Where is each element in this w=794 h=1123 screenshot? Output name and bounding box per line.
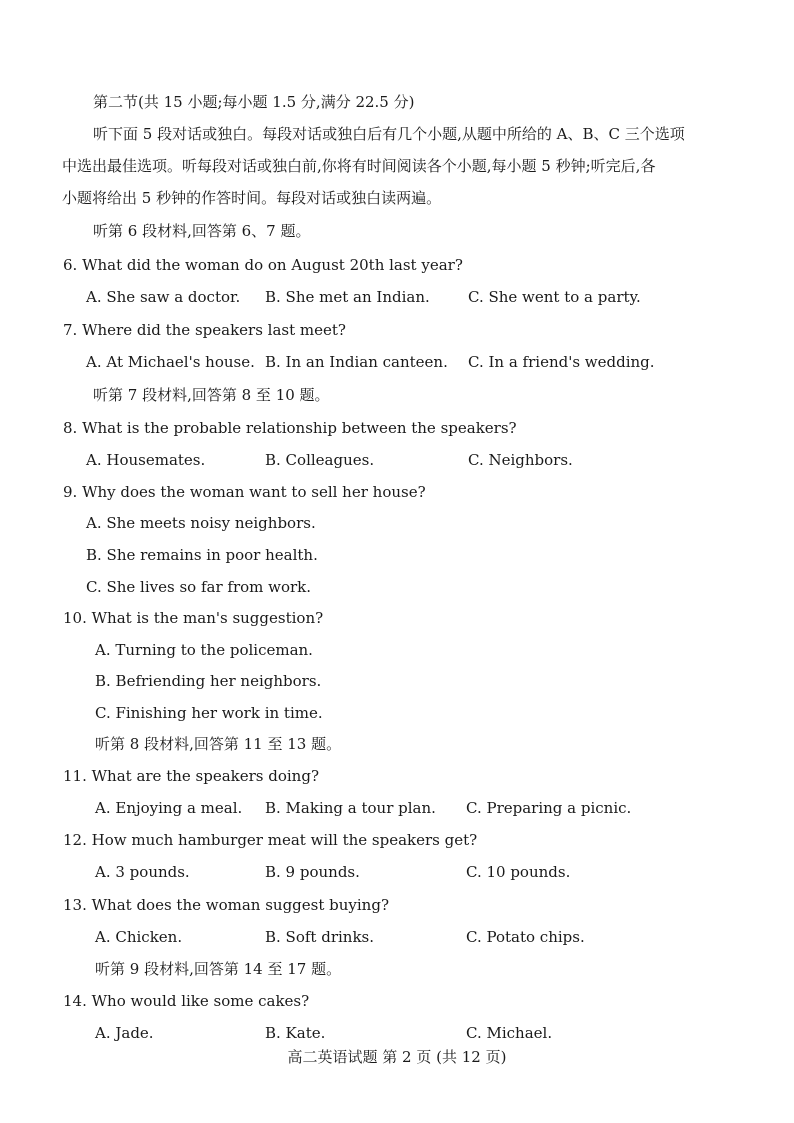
material-8-heading: 听第 8 段材料,回答第 11 至 13 题。 (95, 735, 342, 753)
material-9-heading: 听第 9 段材料,回答第 14 至 17 题。 (95, 960, 342, 978)
question-8-option-c[interactable]: C. Neighbors. (468, 451, 573, 469)
question-7-stem: 7. Where did the speakers last meet? (63, 321, 346, 339)
question-12-option-c[interactable]: C. 10 pounds. (466, 863, 571, 881)
question-11-option-b[interactable]: B. Making a tour plan. (265, 799, 436, 817)
question-8-option-a[interactable]: A. Housemates. (86, 451, 206, 469)
question-6-option-a[interactable]: A. She saw a doctor. (86, 288, 241, 306)
question-10-stem: 10. What is the man's suggestion? (63, 609, 324, 627)
question-12-option-a[interactable]: A. 3 pounds. (95, 863, 190, 881)
question-13-option-b[interactable]: B. Soft drinks. (265, 928, 374, 946)
question-8-option-b[interactable]: B. Colleagues. (265, 451, 375, 469)
question-9-option-a[interactable]: A. She meets noisy neighbors. (86, 514, 316, 532)
question-7-option-b[interactable]: B. In an Indian canteen. (265, 353, 448, 371)
question-14-option-a[interactable]: A. Jade. (95, 1024, 154, 1042)
instruction-line-3: 小题将给出 5 秒钟的作答时间。每段对话或独白读两遍。 (62, 189, 442, 207)
material-7-heading: 听第 7 段材料,回答第 8 至 10 题。 (93, 386, 330, 404)
question-8-stem: 8. What is the probable relationship between the speakers? (63, 419, 517, 437)
question-9-option-b[interactable]: B. She remains in poor health. (86, 546, 318, 564)
question-13-option-c[interactable]: C. Potato chips. (466, 928, 585, 946)
question-14-stem: 14. Who would like some cakes? (63, 992, 310, 1010)
question-10-option-c[interactable]: C. Finishing her work in time. (95, 704, 323, 722)
question-9-option-c[interactable]: C. She lives so far from work. (86, 578, 312, 596)
page-footer: 高二英语试题 第 2 页 (共 12 页) (287, 1048, 507, 1066)
question-6-stem: 6. What did the woman do on August 20th last year? (63, 256, 463, 274)
question-13-option-a[interactable]: A. Chicken. (95, 928, 183, 946)
question-11-stem: 11. What are the speakers doing? (63, 767, 319, 785)
question-14-option-b[interactable]: B. Kate. (265, 1024, 326, 1042)
question-14-option-c[interactable]: C. Michael. (466, 1024, 553, 1042)
instruction-line-1: 听下面 5 段对话或独白。每段对话或独白后有几个小题,从题中所给的 A、B、C 三个选项 (93, 125, 685, 143)
question-12-option-b[interactable]: B. 9 pounds. (265, 863, 360, 881)
question-9-stem: 9. Why does the woman want to sell her house? (63, 483, 426, 501)
question-10-option-a[interactable]: A. Turning to the policeman. (95, 641, 313, 659)
question-11-option-c[interactable]: C. Preparing a picnic. (466, 799, 632, 817)
question-10-option-b[interactable]: B. Befriending her neighbors. (95, 672, 322, 690)
section-title: 第二节(共 15 小题;每小题 1.5 分,满分 22.5 分) (93, 93, 415, 111)
question-13-stem: 13. What does the woman suggest buying? (63, 896, 389, 914)
question-11-option-a[interactable]: A. Enjoying a meal. (95, 799, 243, 817)
question-7-option-c[interactable]: C. In a friend's wedding. (468, 353, 655, 371)
question-6-option-b[interactable]: B. She met an Indian. (265, 288, 430, 306)
question-6-option-c[interactable]: C. She went to a party. (468, 288, 641, 306)
material-6-heading: 听第 6 段材料,回答第 6、7 题。 (93, 222, 311, 240)
question-12-stem: 12. How much hamburger meat will the speakers get? (63, 831, 478, 849)
question-7-option-a[interactable]: A. At Michael's house. (86, 353, 255, 371)
instruction-line-2: 中选出最佳选项。听每段对话或独白前,你将有时间阅读各个小题,每小题 5 秒钟;听完后,各 (62, 157, 656, 175)
